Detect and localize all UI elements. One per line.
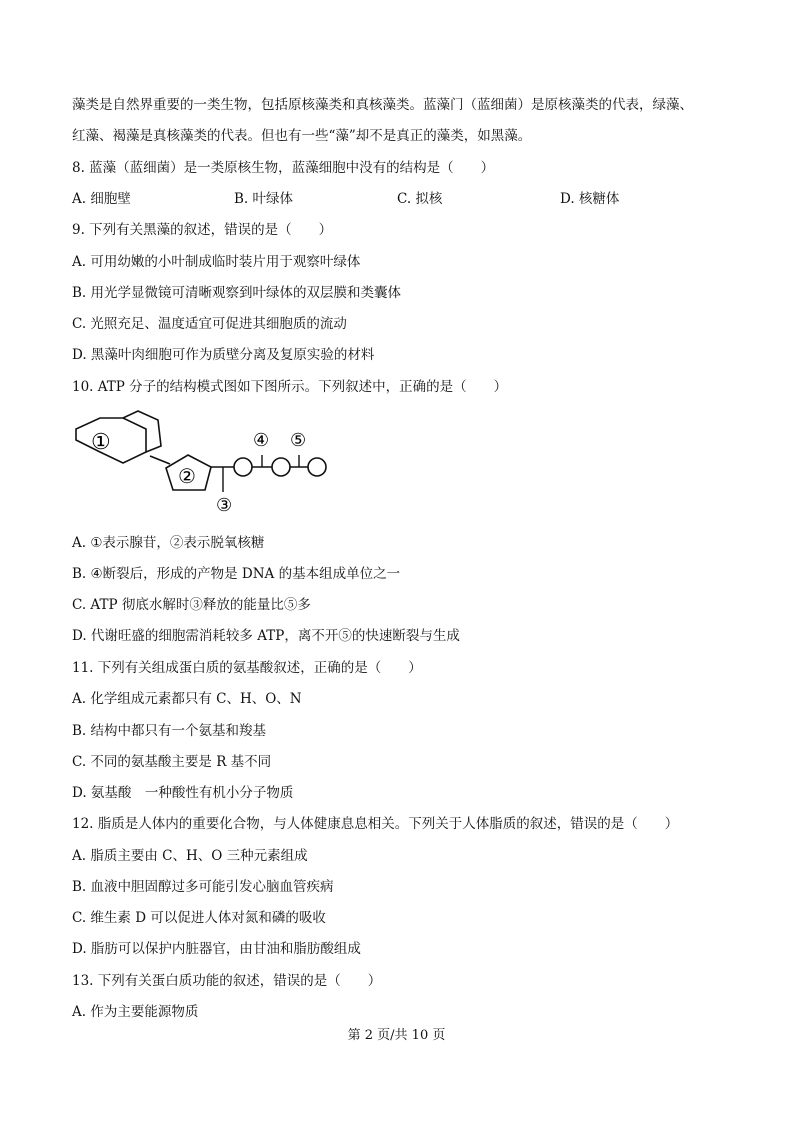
question-10-option-d: D. 代谢旺盛的细胞需消耗较多 ATP，离不开⑤的快速断裂与生成	[72, 628, 460, 644]
question-13-stem: 13. 下列有关蛋白质功能的叙述，错误的是（ ）	[72, 973, 382, 989]
question-12-stem: 12. 脂质是人体内的重要化合物，与人体健康息息相关。下列关于人体脂质的叙述，错误的是（ ）	[72, 816, 679, 832]
label-3: ③	[216, 495, 233, 516]
phosphate-2-circle	[272, 458, 290, 476]
question-9-option-b: B. 用光学显微镜可清晰观察到叶绿体的双层膜和类囊体	[72, 285, 402, 301]
question-13-option-a: A. 作为主要能源物质	[72, 1004, 199, 1020]
base-sugar-bond	[150, 456, 170, 464]
adenine-pentagon-shape	[123, 411, 161, 452]
question-8-options	[72, 190, 732, 208]
adenine-hexagon-shape	[76, 418, 146, 463]
label-1: ①	[91, 430, 111, 455]
question-8-option-b: B. 叶绿体	[234, 191, 294, 207]
question-8-option-d: D. 核糖体	[560, 191, 620, 207]
question-10-option-c: C. ATP 彻底水解时③释放的能量比⑤多	[72, 597, 311, 613]
question-11-option-d: D. 氨基酸 一种酸性有机小分子物质	[72, 785, 294, 801]
question-10-stem: 10. ATP 分子的结构模式图如下图所示。下列叙述中，正确的是（ ）	[72, 379, 508, 395]
question-9-option-d: D. 黑藻叶肉细胞可作为质壁分离及复原实验的材料	[72, 347, 375, 363]
intro-line-1: 藻类是自然界重要的一类生物，包括原核藻类和真核藻类。蓝藻门（蓝细菌）是原核藻类的代表，绿藻、	[72, 97, 693, 113]
question-8-option-a: A. 细胞壁	[72, 191, 131, 207]
page-number-footer: 第 2 页/共 10 页	[347, 1028, 446, 1043]
question-12-option-a: A. 脂质主要由 C、H、O 三种元素组成	[72, 848, 308, 864]
atp-structure-diagram	[72, 408, 342, 518]
question-12-option-c: C. 维生素 D 可以促进人体对氮和磷的吸收	[72, 910, 326, 926]
question-12-option-b: B. 血液中胆固醇过多可能引发心脑血管疾病	[72, 879, 334, 895]
question-11-option-a: A. 化学组成元素都只有 C、H、O、N	[72, 691, 302, 707]
label-5: ⑤	[290, 430, 307, 451]
intro-line-2: 红藻、褐藻是真核藻类的代表。但也有一些“藻”却不是真正的藻类，如黑藻。	[72, 128, 532, 144]
label-4: ④	[253, 430, 270, 451]
question-11-option-c: C. 不同的氨基酸主要是 R 基不同	[72, 754, 272, 770]
question-11-stem: 11. 下列有关组成蛋白质的氨基酸叙述，正确的是（ ）	[72, 660, 422, 676]
question-11-option-b: B. 结构中都只有一个氨基和羧基	[72, 723, 267, 739]
question-9-option-a: A. 可用幼嫩的小叶制成临时装片用于观察叶绿体	[72, 254, 361, 270]
phosphate-3-circle	[308, 458, 326, 476]
question-12-option-d: D. 脂肪可以保护内脏器官，由甘油和脂肪酸组成	[72, 941, 361, 957]
label-2: ②	[178, 464, 196, 488]
question-10-option-a: A. ①表示腺苷，②表示脱氧核糖	[72, 535, 265, 551]
phosphate-1-circle	[234, 458, 252, 476]
question-9-option-c: C. 光照充足、温度适宜可促进其细胞质的流动	[72, 316, 347, 332]
question-10-option-b: B. ④断裂后，形成的产物是 DNA 的基本组成单位之一	[72, 566, 401, 582]
question-9-stem: 9. 下列有关黑藻的叙述，错误的是（ ）	[72, 222, 333, 238]
question-8-stem: 8. 蓝藻（蓝细菌）是一类原核生物，蓝藻细胞中没有的结构是（ ）	[72, 160, 495, 176]
question-8-option-c: C. 拟核	[397, 191, 443, 207]
